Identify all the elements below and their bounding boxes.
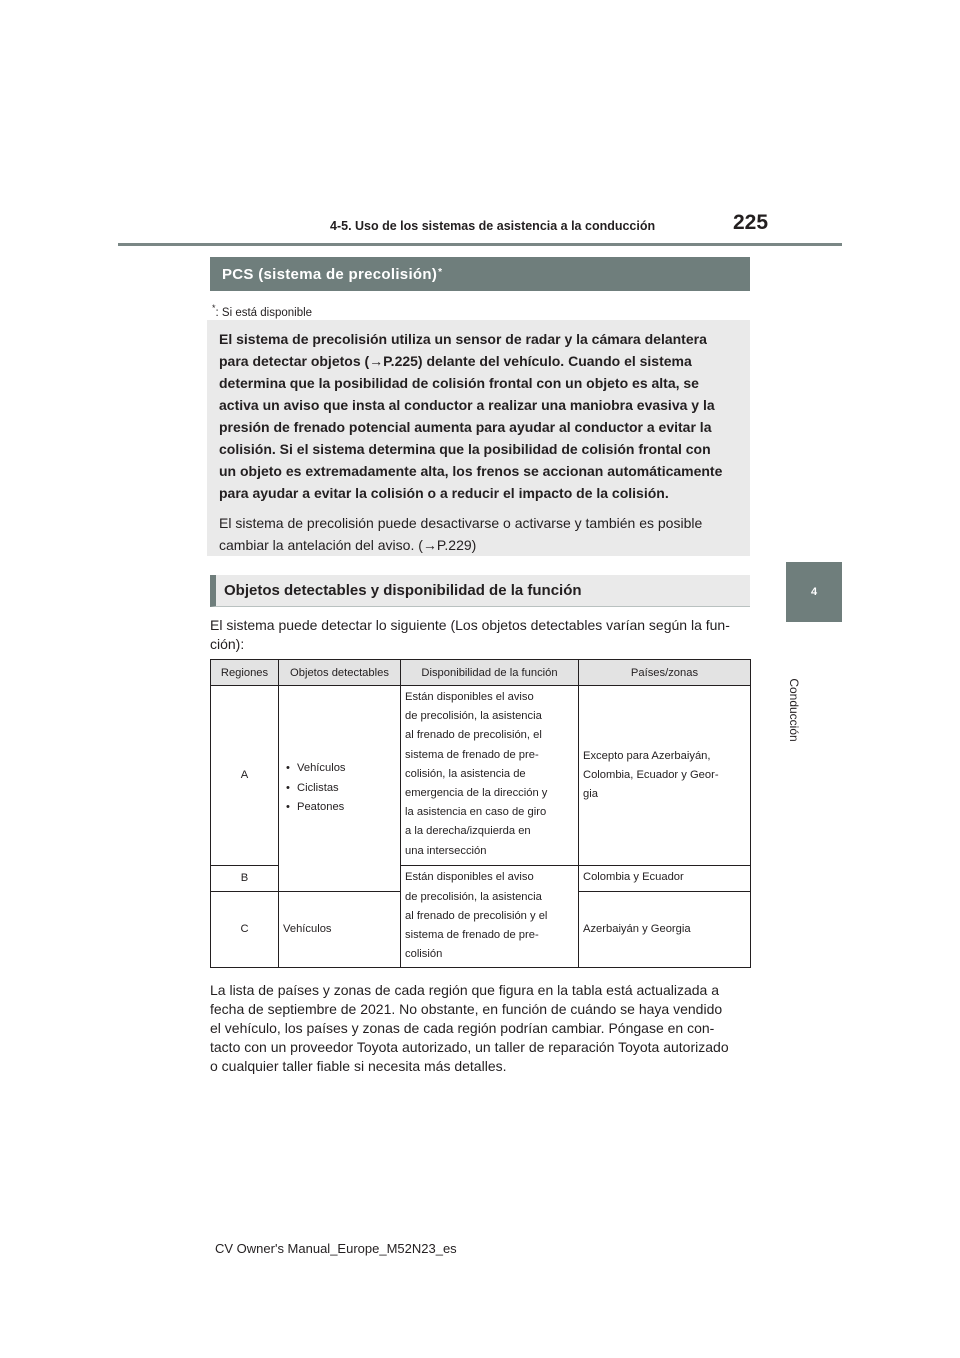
- availability-cell: [401, 866, 579, 968]
- list-item: • Peatones: [283, 798, 396, 818]
- availability-line: al frenado de precolisión, el: [405, 729, 542, 742]
- title-footnote-marker: *: [438, 266, 443, 278]
- header-rule: [118, 243, 842, 246]
- availability-line: al frenado de precolisión y el: [405, 909, 548, 922]
- table-header-row: [211, 660, 751, 686]
- region-cell: A: [211, 686, 279, 866]
- objects-cell: [279, 686, 401, 892]
- intro-summary-box: [207, 320, 750, 556]
- chapter-tab: [786, 562, 842, 622]
- availability-line: sistema de frenado de pre-: [405, 748, 539, 761]
- list-item: • Ciclistas: [283, 779, 396, 799]
- availability-line: sistema de frenado de pre-: [405, 929, 539, 942]
- availability-line: a la derecha/izquierda en: [405, 825, 531, 838]
- page-title-text: PCS (sistema de precolisión): [222, 265, 438, 283]
- intro-bold-paragraph: [219, 328, 738, 504]
- countries-cell: Colombia y Ecuador: [579, 866, 751, 892]
- header-countries: Países/zonas: [579, 660, 751, 686]
- intro-line: para ayudar a evitar la colisión o a reducir el impacto de la colisión.: [219, 485, 669, 501]
- countries-cell: Azerbaiyán y Georgia: [579, 892, 751, 968]
- footnote-marker: *: [212, 303, 216, 313]
- availability-cell: [401, 686, 579, 866]
- intro-line: El sistema de precolisión utiliza un sensor de radar y la cámara delantera: [219, 331, 707, 347]
- closing-line: La lista de países y zonas de cada región que figura en la tabla está actualizada a: [210, 982, 720, 998]
- running-header-section: 4-5. Uso de los sistemas de asistencia a la conducción: [330, 219, 656, 233]
- document-footer: CV Owner's Manual_Europe_M52N23_es: [215, 1241, 457, 1256]
- countries-cell: [579, 686, 751, 866]
- closing-line: o cualquier taller fiable si necesita más detalles.: [210, 1058, 507, 1074]
- availability-line: de precolisión, la asistencia: [405, 890, 542, 903]
- page-number: 225: [733, 211, 769, 234]
- footnote-text: : Si está disponible: [215, 306, 313, 319]
- detect-paragraph: [210, 616, 750, 654]
- intro-line: un objeto es extremadamente alta, los frenos se accionan automáticamente: [219, 463, 723, 479]
- intro-line: colisión. Si el sistema determina que la posibilidad de colisión frontal con: [219, 441, 711, 457]
- closing-line: el vehículo, los países y zonas de cada región podrían cambiar. Póngase en con-: [210, 1020, 715, 1036]
- detect-line: El sistema puede detectar lo siguiente (Los objetos detectables varían según la fun-: [210, 617, 730, 633]
- countries-line: Excepto para Azerbaiyán,: [583, 749, 711, 762]
- availability-line: la asistencia en caso de giro: [405, 806, 547, 819]
- intro-line: cambiar la antelación del aviso. (→P.229): [219, 537, 477, 553]
- header-regions: Regiones: [211, 660, 279, 686]
- closing-line: fecha de septiembre de 2021. No obstante, en función de cuándo se haya vendido: [210, 1001, 723, 1017]
- countries-line: Colombia, Ecuador y Geor-: [583, 768, 719, 781]
- availability-footnote: [212, 303, 312, 319]
- countries-line: gia: [583, 788, 598, 801]
- header-availability: Disponibilidad de la función: [401, 660, 579, 686]
- intro-line: presión de frenado potencial aumenta para ayudar al conductor a evitar la: [219, 419, 712, 435]
- region-cell: C: [211, 892, 279, 968]
- section-heading-text: Objetos detectables y disponibilidad de la función: [224, 582, 582, 599]
- region-cell: B: [211, 866, 279, 892]
- chapter-number: 4: [810, 586, 818, 598]
- objects-cell: Vehículos: [279, 892, 401, 968]
- availability-line: colisión, la asistencia de: [405, 767, 526, 780]
- intro-line: activa un aviso que insta al conductor a realizar una maniobra evasiva y la: [219, 397, 715, 413]
- intro-plain-paragraph: [219, 512, 738, 556]
- header-objects: Objetos detectables: [279, 660, 401, 686]
- chapter-label: Conducción: [787, 678, 801, 742]
- availability-line: Están disponibles el aviso: [405, 691, 534, 703]
- availability-line: emergencia de la dirección y: [405, 787, 548, 800]
- intro-line: El sistema de precolisión puede desactivarse o activarse y también es posible: [219, 515, 703, 531]
- detect-line: ción):: [210, 636, 245, 652]
- intro-line: para detectar objetos (→P.225) delante del vehículo. Cuando el sistema: [219, 353, 692, 369]
- page-title: [210, 257, 750, 291]
- intro-line: determina que la posibilidad de colisión frontal con un objeto es alta, se: [219, 375, 699, 391]
- availability-line: colisión: [405, 948, 443, 961]
- closing-line: tacto con un proveedor Toyota autorizado, un taller de reparación Toyota autorizado: [210, 1039, 729, 1055]
- closing-paragraph: [210, 981, 750, 1076]
- availability-line: de precolisión, la asistencia: [405, 710, 542, 723]
- list-item: • Vehículos: [283, 759, 396, 779]
- section-heading: [210, 575, 750, 607]
- availability-line: una intersección: [405, 844, 487, 857]
- availability-line: Están disponibles el aviso: [405, 871, 534, 884]
- regions-table: [210, 659, 751, 968]
- table-row: [211, 686, 751, 866]
- objects-list: [283, 759, 396, 818]
